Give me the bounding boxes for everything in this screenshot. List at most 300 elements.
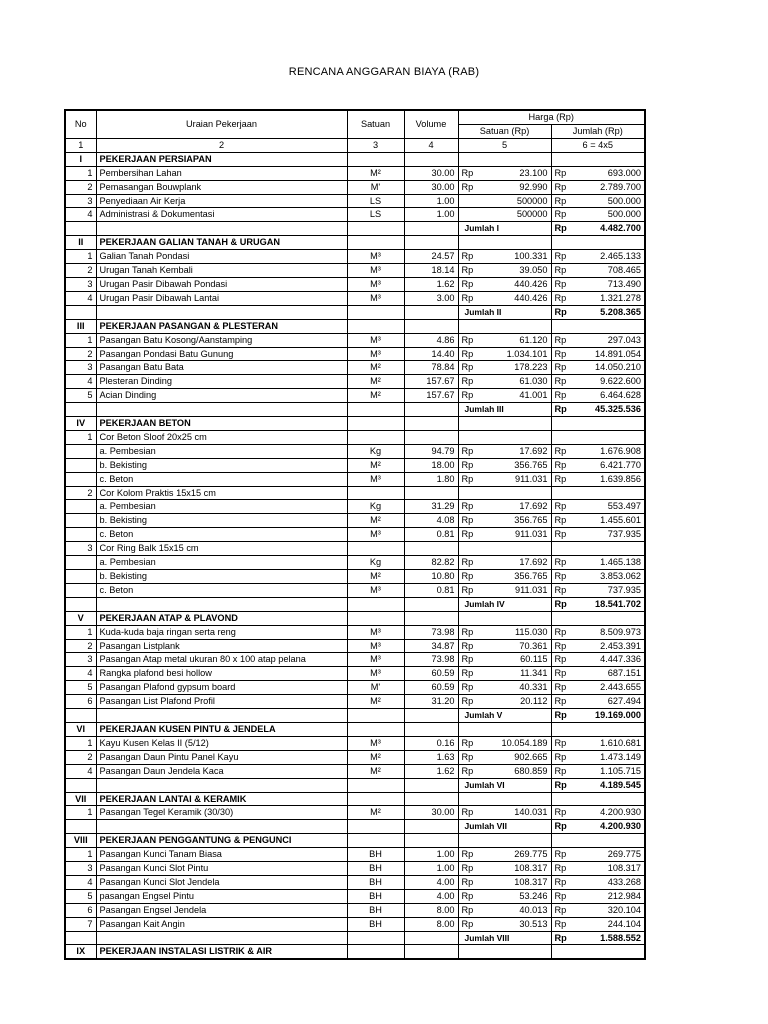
row-price: 1.034.101 <box>478 347 551 361</box>
row-unit: M³ <box>347 625 404 639</box>
row-volume: 60.59 <box>404 681 458 695</box>
row-price: 680.859 <box>478 764 551 778</box>
row-description: b. Bekisting <box>96 570 347 584</box>
row-total-rp: Rp <box>551 917 571 931</box>
row-description: Pasangan Batu Kosong/Aanstamping <box>96 333 347 347</box>
row-price-rp: Rp <box>458 764 478 778</box>
table-row <box>65 208 645 222</box>
row-no: 2 <box>65 347 96 361</box>
row-volume: 30.00 <box>404 166 458 180</box>
row-no: V <box>65 611 96 625</box>
row-description: Pasangan Daun Jendela Kaca <box>96 764 347 778</box>
row-unit <box>347 778 404 792</box>
row-description: PEKERJAAN ATAP & PLAVOND <box>96 611 347 625</box>
row-price <box>478 834 551 848</box>
row-total-rp: Rp <box>551 333 571 347</box>
row-description: a. Pembesian <box>96 556 347 570</box>
subtotal-amount: 4.482.700 <box>571 222 645 236</box>
row-price: 500000 <box>478 208 551 222</box>
row-total <box>571 236 645 250</box>
row-volume: 0.81 <box>404 528 458 542</box>
row-price-rp <box>458 486 478 500</box>
row-no: 3 <box>65 653 96 667</box>
row-unit <box>347 611 404 625</box>
row-price: 17.692 <box>478 556 551 570</box>
row-unit <box>347 319 404 333</box>
row-no <box>65 305 96 319</box>
row-price-rp <box>458 542 478 556</box>
row-volume <box>404 834 458 848</box>
row-total: 320.104 <box>571 903 645 917</box>
row-no <box>65 500 96 514</box>
subtotal-rp: Rp <box>551 597 571 611</box>
row-total-rp: Rp <box>551 875 571 889</box>
row-unit <box>347 305 404 319</box>
row-price-rp: Rp <box>458 444 478 458</box>
row-no: 4 <box>65 667 96 681</box>
row-price: 115.030 <box>478 625 551 639</box>
row-no: 2 <box>65 750 96 764</box>
row-price-rp: Rp <box>458 264 478 278</box>
table-row <box>65 277 645 291</box>
row-unit: M³ <box>347 667 404 681</box>
row-total: 269.775 <box>571 848 645 862</box>
row-price: 108.317 <box>478 875 551 889</box>
row-total-rp: Rp <box>551 625 571 639</box>
row-price <box>478 945 551 959</box>
row-total: 4.200.930 <box>571 806 645 820</box>
row-total-rp: Rp <box>551 695 571 709</box>
row-price-rp: Rp <box>458 889 478 903</box>
row-price-rp: Rp <box>458 667 478 681</box>
row-price-rp: Rp <box>458 277 478 291</box>
row-price: 40.013 <box>478 903 551 917</box>
row-price-rp: Rp <box>458 514 478 528</box>
table-row <box>65 667 645 681</box>
row-description: Pasangan Kunci Slot Pintu <box>96 862 347 876</box>
row-description: Plesteran Dinding <box>96 375 347 389</box>
row-volume: 1.00 <box>404 194 458 208</box>
row-unit: M³ <box>347 653 404 667</box>
row-no: VI <box>65 722 96 736</box>
row-volume: 73.98 <box>404 625 458 639</box>
row-description: Pembersihan Lahan <box>96 166 347 180</box>
row-price: 61.120 <box>478 333 551 347</box>
row-price: 10.054.189 <box>478 736 551 750</box>
subtotal-label: Jumlah II <box>458 305 551 319</box>
row-description: Urugan Pasir Dibawah Pondasi <box>96 277 347 291</box>
row-no <box>65 820 96 834</box>
row-no: 2 <box>65 639 96 653</box>
row-total: 6.464.628 <box>571 389 645 403</box>
row-no <box>65 778 96 792</box>
row-total-rp <box>551 722 571 736</box>
row-price-rp: Rp <box>458 389 478 403</box>
row-unit: LS <box>347 194 404 208</box>
row-description: Cor Ring Balk 15x15 cm <box>96 542 347 556</box>
row-volume: 1.62 <box>404 764 458 778</box>
subtotal-rp: Rp <box>551 778 571 792</box>
row-total-rp: Rp <box>551 570 571 584</box>
row-no: 4 <box>65 375 96 389</box>
section-row <box>65 236 645 250</box>
group-row <box>65 486 645 500</box>
row-total: 737.935 <box>571 583 645 597</box>
row-no <box>65 222 96 236</box>
row-price-rp: Rp <box>458 903 478 917</box>
row-price: 100.331 <box>478 250 551 264</box>
row-price: 356.765 <box>478 514 551 528</box>
row-total: 9.622.600 <box>571 375 645 389</box>
row-total: 737.935 <box>571 528 645 542</box>
row-total: 297.043 <box>571 333 645 347</box>
row-unit <box>347 931 404 945</box>
table-row <box>65 695 645 709</box>
row-unit: M³ <box>347 736 404 750</box>
table-row <box>65 347 645 361</box>
row-no: 3 <box>65 194 96 208</box>
row-price: 11.341 <box>478 667 551 681</box>
header-volume: Volume <box>404 110 458 138</box>
row-description: a. Pembesian <box>96 500 347 514</box>
row-total: 500.000 <box>571 194 645 208</box>
row-total-rp: Rp <box>551 194 571 208</box>
row-unit <box>347 236 404 250</box>
row-unit <box>347 486 404 500</box>
row-description: Pasangan Batu Bata <box>96 361 347 375</box>
row-price-rp: Rp <box>458 750 478 764</box>
row-price-rp: Rp <box>458 472 478 486</box>
row-volume <box>404 722 458 736</box>
row-no: 1 <box>65 166 96 180</box>
row-total: 244.104 <box>571 917 645 931</box>
row-unit: Kg <box>347 556 404 570</box>
row-volume: 1.80 <box>404 472 458 486</box>
row-no: 1 <box>65 430 96 444</box>
row-total-rp: Rp <box>551 653 571 667</box>
row-unit: M² <box>347 570 404 584</box>
row-description: pasangan Engsel Pintu <box>96 889 347 903</box>
row-price-rp: Rp <box>458 458 478 472</box>
row-total-rp: Rp <box>551 180 571 194</box>
row-unit: BH <box>347 903 404 917</box>
row-volume <box>404 222 458 236</box>
row-unit: M² <box>347 361 404 375</box>
row-total: 713.490 <box>571 277 645 291</box>
row-no: 1 <box>65 848 96 862</box>
table-row <box>65 291 645 305</box>
row-total-rp: Rp <box>551 458 571 472</box>
row-total: 2.789.700 <box>571 180 645 194</box>
row-description: Pasangan Plafond gypsum board <box>96 681 347 695</box>
row-unit: BH <box>347 875 404 889</box>
subtotal-rp: Rp <box>551 709 571 723</box>
row-total: 1.639.856 <box>571 472 645 486</box>
row-description: Pasangan Kunci Tanam Biasa <box>96 848 347 862</box>
row-price-rp <box>458 152 478 166</box>
row-unit: M² <box>347 764 404 778</box>
row-total-rp: Rp <box>551 361 571 375</box>
row-volume: 1.00 <box>404 848 458 862</box>
row-volume <box>404 305 458 319</box>
row-price: 911.031 <box>478 472 551 486</box>
row-no: 5 <box>65 389 96 403</box>
row-volume <box>404 430 458 444</box>
group-row <box>65 542 645 556</box>
row-total-rp: Rp <box>551 264 571 278</box>
row-price: 92.990 <box>478 180 551 194</box>
row-total: 3.853.062 <box>571 570 645 584</box>
row-price: 39.050 <box>478 264 551 278</box>
row-total-rp <box>551 834 571 848</box>
row-price-rp: Rp <box>458 681 478 695</box>
subtotal-rp: Rp <box>551 931 571 945</box>
row-no <box>65 556 96 570</box>
row-description <box>96 820 347 834</box>
row-volume: 31.29 <box>404 500 458 514</box>
header-no: No <box>65 110 96 138</box>
row-description: Acian Dinding <box>96 389 347 403</box>
subtotal-row <box>65 222 645 236</box>
row-total-rp: Rp <box>551 556 571 570</box>
row-no: 5 <box>65 681 96 695</box>
row-no: 3 <box>65 542 96 556</box>
row-no: 1 <box>65 625 96 639</box>
colnum-3: 3 <box>347 138 404 152</box>
row-unit: M² <box>347 375 404 389</box>
row-price <box>478 792 551 806</box>
row-total <box>571 542 645 556</box>
subtotal-rp: Rp <box>551 403 571 417</box>
row-unit: M³ <box>347 333 404 347</box>
colnum-2: 2 <box>96 138 347 152</box>
header-uraian: Uraian Pekerjaan <box>96 110 347 138</box>
row-no <box>65 403 96 417</box>
row-unit: M² <box>347 695 404 709</box>
subtotal-rp: Rp <box>551 222 571 236</box>
row-price-rp: Rp <box>458 695 478 709</box>
row-total: 2.453.391 <box>571 639 645 653</box>
row-price-rp: Rp <box>458 806 478 820</box>
row-volume: 73.98 <box>404 653 458 667</box>
rab-body <box>65 152 645 959</box>
row-total-rp: Rp <box>551 750 571 764</box>
section-row <box>65 417 645 431</box>
row-volume: 4.00 <box>404 889 458 903</box>
row-total-rp: Rp <box>551 347 571 361</box>
row-total: 14.891.054 <box>571 347 645 361</box>
table-row <box>65 444 645 458</box>
row-total-rp: Rp <box>551 277 571 291</box>
row-no <box>65 458 96 472</box>
row-description: Pasangan Kunci Slot Jendela <box>96 875 347 889</box>
table-row <box>65 166 645 180</box>
row-unit: M³ <box>347 583 404 597</box>
row-volume: 18.14 <box>404 264 458 278</box>
row-volume: 0.81 <box>404 583 458 597</box>
row-total-rp <box>551 430 571 444</box>
subtotal-row <box>65 709 645 723</box>
row-description <box>96 305 347 319</box>
row-price-rp <box>458 236 478 250</box>
row-volume <box>404 152 458 166</box>
row-no: 4 <box>65 875 96 889</box>
row-total: 14.050.210 <box>571 361 645 375</box>
row-volume <box>404 820 458 834</box>
row-unit <box>347 709 404 723</box>
row-total-rp <box>551 542 571 556</box>
row-total: 708.465 <box>571 264 645 278</box>
table-row <box>65 500 645 514</box>
row-no: 1 <box>65 806 96 820</box>
row-total: 1.473.149 <box>571 750 645 764</box>
row-description: PEKERJAAN LANTAI & KERAMIK <box>96 792 347 806</box>
row-description <box>96 597 347 611</box>
row-price: 440.426 <box>478 291 551 305</box>
row-unit <box>347 945 404 959</box>
row-price: 41.001 <box>478 389 551 403</box>
row-unit: M³ <box>347 250 404 264</box>
row-total-rp <box>551 236 571 250</box>
row-volume: 30.00 <box>404 806 458 820</box>
table-row <box>65 514 645 528</box>
row-volume <box>404 778 458 792</box>
row-price: 61.030 <box>478 375 551 389</box>
subtotal-amount: 4.189.545 <box>571 778 645 792</box>
table-row <box>65 625 645 639</box>
subtotal-row <box>65 820 645 834</box>
row-total-rp <box>551 611 571 625</box>
row-unit <box>347 222 404 236</box>
row-description: Cor Kolom Praktis 15x15 cm <box>96 486 347 500</box>
row-total-rp: Rp <box>551 514 571 528</box>
row-no: 1 <box>65 333 96 347</box>
row-price-rp <box>458 611 478 625</box>
table-row <box>65 653 645 667</box>
row-total <box>571 430 645 444</box>
colnum-4: 4 <box>404 138 458 152</box>
row-total: 1.105.715 <box>571 764 645 778</box>
row-total: 687.151 <box>571 667 645 681</box>
row-no: 4 <box>65 291 96 305</box>
row-description: Pemasangan Bouwplank <box>96 180 347 194</box>
row-total: 8.509.973 <box>571 625 645 639</box>
subtotal-amount: 1.588.552 <box>571 931 645 945</box>
row-description: PEKERJAAN PASANGAN & PLESTERAN <box>96 319 347 333</box>
row-volume <box>404 611 458 625</box>
row-price <box>478 319 551 333</box>
table-row <box>65 736 645 750</box>
row-total-rp <box>551 417 571 431</box>
row-unit: BH <box>347 889 404 903</box>
row-price-rp: Rp <box>458 250 478 264</box>
section-row <box>65 611 645 625</box>
row-description: Galian Tanah Pondasi <box>96 250 347 264</box>
section-row <box>65 945 645 959</box>
row-total: 2.443.655 <box>571 681 645 695</box>
row-price-rp: Rp <box>458 848 478 862</box>
row-total: 4.447.336 <box>571 653 645 667</box>
table-row <box>65 389 645 403</box>
row-description: Pasangan Pondasi Batu Gunung <box>96 347 347 361</box>
subtotal-amount: 5.208.365 <box>571 305 645 319</box>
table-row <box>65 264 645 278</box>
row-description: Urugan Pasir Dibawah Lantai <box>96 291 347 305</box>
section-row <box>65 319 645 333</box>
row-unit: LS <box>347 208 404 222</box>
table-row <box>65 917 645 931</box>
row-total-rp <box>551 945 571 959</box>
row-description: Penyediaan Air Kerja <box>96 194 347 208</box>
row-description: Administrasi & Dokumentasi <box>96 208 347 222</box>
row-unit: M² <box>347 514 404 528</box>
row-volume <box>404 931 458 945</box>
document-title: RENCANA ANGGARAN BIAYA (RAB) <box>288 66 480 78</box>
row-price-rp: Rp <box>458 166 478 180</box>
row-price-rp: Rp <box>458 180 478 194</box>
row-no: IX <box>65 945 96 959</box>
table-row <box>65 889 645 903</box>
row-price <box>478 236 551 250</box>
row-price-rp: Rp <box>458 528 478 542</box>
row-unit <box>347 820 404 834</box>
row-price-rp: Rp <box>458 556 478 570</box>
row-unit <box>347 722 404 736</box>
row-total-rp: Rp <box>551 250 571 264</box>
row-price <box>478 486 551 500</box>
row-unit: BH <box>347 848 404 862</box>
row-no <box>65 514 96 528</box>
row-price <box>478 542 551 556</box>
table-row <box>65 681 645 695</box>
row-price: 20.112 <box>478 695 551 709</box>
row-total <box>571 834 645 848</box>
row-total-rp: Rp <box>551 806 571 820</box>
row-unit: M' <box>347 180 404 194</box>
row-total: 500.000 <box>571 208 645 222</box>
subtotal-rp: Rp <box>551 305 571 319</box>
row-description: c. Beton <box>96 528 347 542</box>
row-price-rp <box>458 208 478 222</box>
row-description <box>96 778 347 792</box>
row-unit: M³ <box>347 528 404 542</box>
row-volume: 4.08 <box>404 514 458 528</box>
row-volume: 8.00 <box>404 917 458 931</box>
table-row <box>65 903 645 917</box>
row-no: VIII <box>65 834 96 848</box>
row-total <box>571 945 645 959</box>
row-description: Pasangan Engsel Jendela <box>96 903 347 917</box>
row-total-rp: Rp <box>551 848 571 862</box>
row-price-rp: Rp <box>458 625 478 639</box>
row-total-rp: Rp <box>551 903 571 917</box>
row-price: 60.115 <box>478 653 551 667</box>
row-description: Cor Beton Sloof 20x25 cm <box>96 430 347 444</box>
row-no: 1 <box>65 736 96 750</box>
table-row <box>65 180 645 194</box>
row-unit: M³ <box>347 347 404 361</box>
row-volume <box>404 542 458 556</box>
row-description: c. Beton <box>96 472 347 486</box>
row-description: Pasangan Listplank <box>96 639 347 653</box>
row-volume: 31.20 <box>404 695 458 709</box>
row-volume: 157.67 <box>404 375 458 389</box>
row-no: 6 <box>65 903 96 917</box>
row-total-rp: Rp <box>551 208 571 222</box>
row-total: 108.317 <box>571 862 645 876</box>
row-description: b. Bekisting <box>96 514 347 528</box>
row-description <box>96 931 347 945</box>
